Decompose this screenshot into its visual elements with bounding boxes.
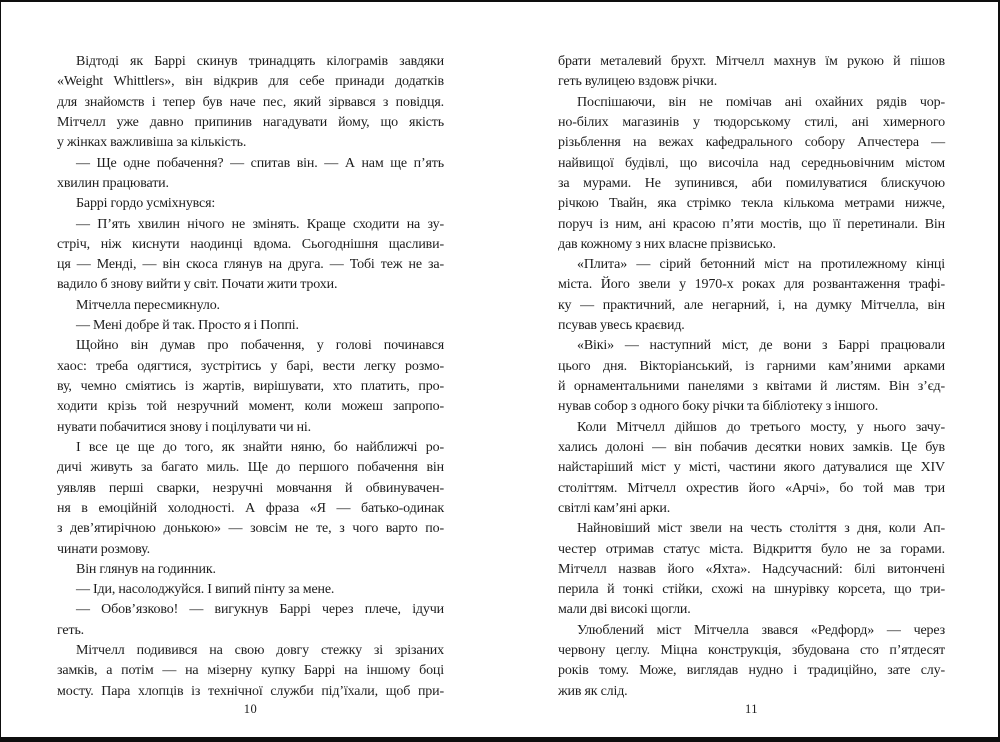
text-line: мали дві високі щогли. (558, 602, 691, 618)
text-line: світлі кам’яні арки. (558, 500, 671, 516)
text-line: Поспішаючи, він не помічав ані охайних рядів чор- (577, 94, 945, 110)
text-line: ву, чемно сміятись із жартів, вирішувати, хто платить, про- (57, 379, 444, 394)
text-line: геть. (57, 622, 85, 638)
text-line: Мітчелл уже давно припинив нагадувати йому, що якість (57, 114, 444, 130)
page-text (558, 52, 945, 702)
text-line: дав кожному з них власне прізвисько. (558, 236, 776, 252)
page-right (558, 52, 945, 732)
text-line: нувати побачитися знову і поцілувати чи ні. (57, 419, 312, 435)
text-line: но-білих магазинів у тюдорському стилі, ані химерного (558, 114, 945, 130)
text-line: найвищої будівлі, що височіла над середньовічним містом (558, 155, 945, 171)
text-line: жив як слід. (558, 683, 628, 699)
text-line: перила й тонкі стійки, схожі на шнурівку корсета, що три- (558, 582, 945, 598)
text-line: честер отримав статус міста. Відкриття було не за горами. (558, 541, 945, 557)
text-line: І все це ще до того, як знайти няню, бо найближчі ро- (76, 439, 444, 455)
page-left (57, 52, 444, 732)
text-line: хаос: треба одягтися, зустрітись у барі, вести легку розмо- (57, 358, 444, 374)
text-line: найстаріший міст у місті, частини якого датувалися ще XIV (558, 460, 945, 476)
text-line: й орнаментальними панелями з квітами й листям. Він з’єд- (558, 379, 945, 394)
text-line: різьблення на вежах кафедрального собору Апчестера — (558, 135, 945, 151)
text-line: уявляв перші сварки, незручні мовчання й обвинувачен- (57, 480, 444, 496)
text-line: — Обов’язково! — вигукнув Баррі через плече, ідучи (76, 602, 444, 618)
text-line: «Плита» — сірий бетонний міст на протилежному кінці (577, 257, 945, 273)
text-line: Мітчелл подивився на свою довгу стежку зі зрізаних (76, 643, 444, 659)
text-line: геть вулицею вздовж річки. (558, 74, 718, 90)
text-line: «Вікі» — наступний міст, де вони з Баррі працювали (577, 338, 945, 354)
text-line: — Мені добре й так. Просто я і Поппі. (76, 318, 299, 334)
text-line: років тому. Може, виглядав нудно і традиційно, зате слу- (558, 663, 945, 679)
text-line: нував собор з одного боку річки та бібліотеку з іншого. (558, 399, 879, 415)
text-line: Коли Мітчелл дійшов до третього мосту, у нього зачу- (577, 419, 945, 435)
text-line: — Іди, насолоджуйся. І випий пінту за мене. (76, 582, 335, 598)
text-line: ня в емоційній холодності. А фраза «Я — батько-одинак (57, 500, 444, 516)
text-line: Щойно він думав про побачення, у голові починався (76, 338, 444, 354)
text-line: у жінках важливіша за кількість. (57, 135, 247, 151)
text-line: Мітчелла пересмикнуло. (76, 297, 220, 313)
text-line: ку — практичний, але негарний, і, на думку Мітчелла, він (558, 297, 945, 313)
text-line: червону цеглу. Міцна конструкція, збудована сто п’ятдесят (558, 643, 945, 659)
text-line: вадило б знову вийти у світ. Почати жити трохи. (57, 277, 338, 293)
text-line: Улюблений міст Мітчелла звався «Редфорд» — через (577, 622, 945, 638)
text-line: Він глянув на годинник. (76, 561, 216, 577)
text-line: річкою Твайн, яка стрімко текла кількома метрами нижче, (558, 196, 945, 212)
text-line: поруч із ним, ані красою п’яти мостів, що її перетинали. Він (558, 216, 945, 232)
text-line: століттям. Мітчелл охрестив його «Арчі», бо той мав три (558, 480, 945, 496)
text-line: — П’ять хвилин нічого не змінять. Краще сходити на зу- (76, 216, 444, 232)
text-line: дичі живуть за багато миль. Ще до першого побачення він (57, 460, 444, 476)
text-line: псував увесь краєвид. (558, 318, 685, 334)
text-line: Баррі гордо усміхнувся: (76, 196, 216, 212)
text-line: міста. Його звели у 1970-х роках для розвантаження трафі- (558, 277, 945, 293)
text-line: Найновіший міст звели на честь століття з дня, коли Ап- (577, 521, 945, 537)
text-line: — Ще одне побачення? — спитав він. — А нам ще п’ять (76, 155, 444, 171)
text-line: за мурами. Не зупинився, аби помилуватися блискучою (558, 175, 945, 191)
text-line: стріч, ніж киснути наодинці вдома. Сьогоднішня щасливи- (57, 236, 444, 252)
text-line: хались долоні — він побачив десятки нових замків. Це був (558, 439, 945, 455)
text-line: для знайомств і тепер був наче пес, який зірвався з повідця. (57, 94, 444, 110)
text-line: Відтоді як Баррі скинув тринадцять кілограмів завдяки (76, 54, 444, 69)
text-line: «Weight Whittlers», він відкрив для себе принади додатків (57, 74, 444, 90)
text-line: мосту. Пара хлопців із технічної служби під’їхали, щоб при- (57, 683, 444, 699)
text-line: чинати розмову. (57, 541, 150, 557)
text-line: замків, а потім — на мізерну купку Баррі на іншому боці (57, 663, 444, 679)
text-line: Мітчелл назвав його «Яхта». Надсучасний: білі витончені (558, 561, 945, 577)
text-line: ця — Менді, — він скоса глянув на друга. — Тобі теж не за- (57, 257, 444, 273)
text-line: цього дня. Вікторіанський, із гарними кам’яними арками (558, 358, 945, 374)
text-line: брати металевий брухт. Мітчелл махнув їм рукою й пішов (558, 54, 945, 69)
page-number-right: 11 (744, 702, 759, 716)
page-text (57, 52, 444, 702)
text-line: хвилин працювати. (57, 175, 169, 191)
page-number-left: 10 (243, 702, 258, 716)
text-line: з дев’ятирічною донькою» — зовсім не те, з чого варто по- (57, 521, 444, 537)
text-line: ходити крізь той незручний момент, коли можеш запропо- (57, 399, 444, 415)
